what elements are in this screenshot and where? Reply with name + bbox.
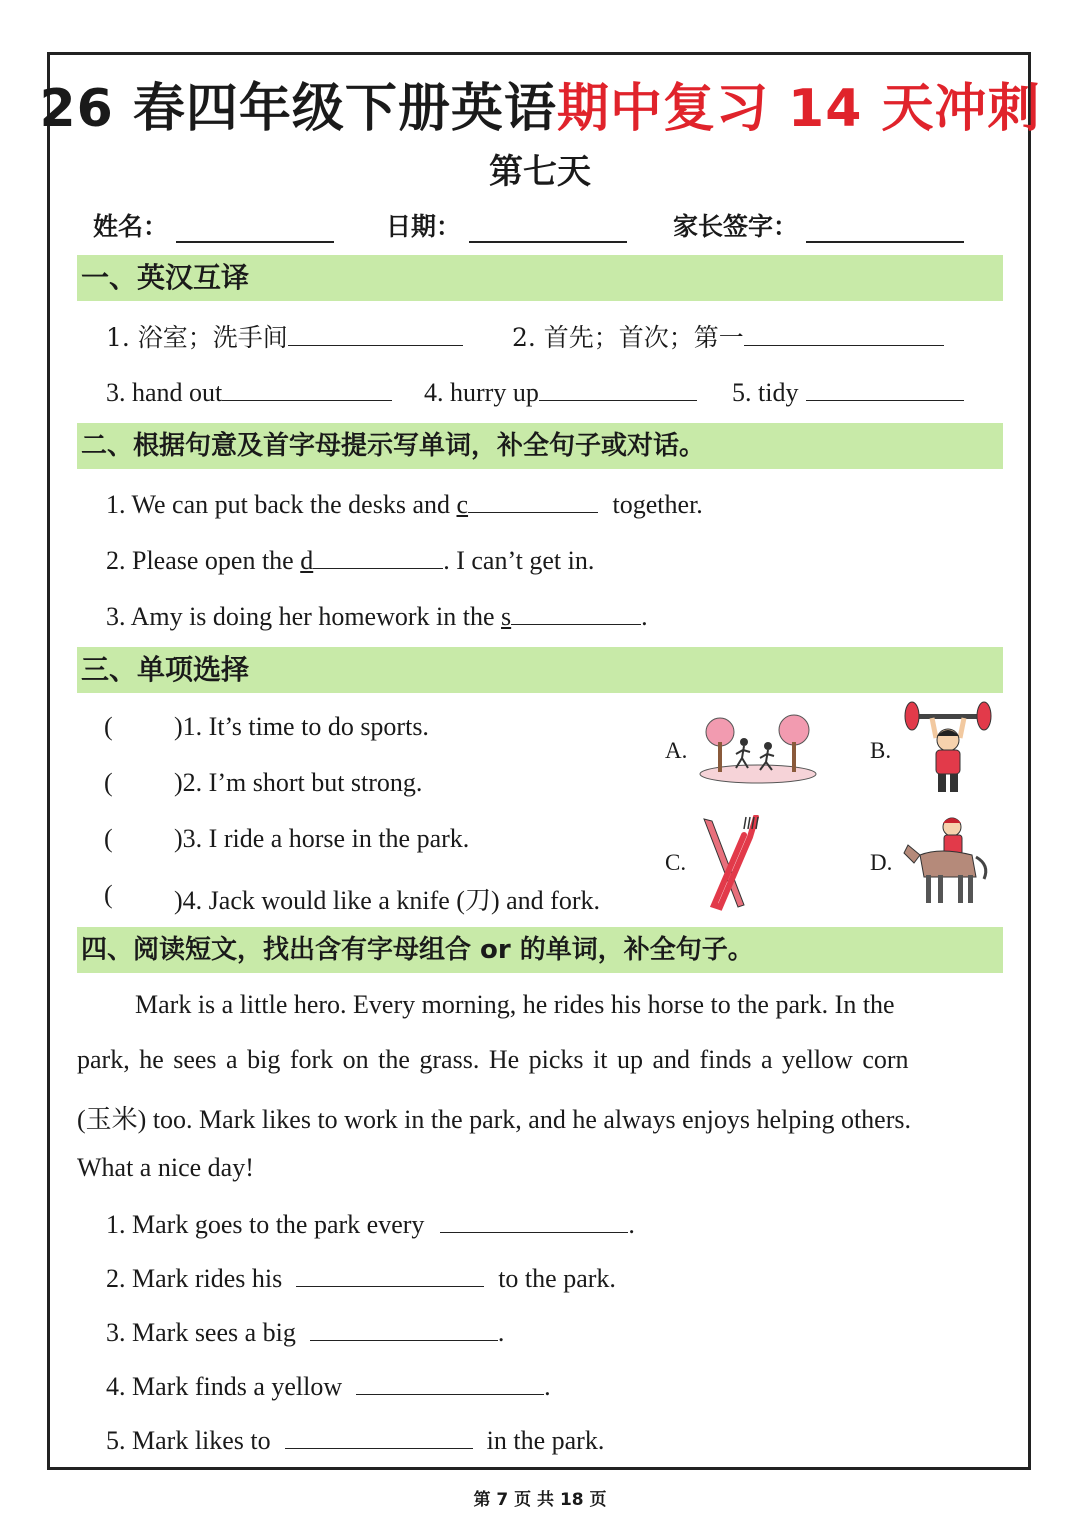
- s2-q2: 2. Please open the d . I can’t get in.: [106, 546, 595, 575]
- s4-q5: 5. Mark likes to in the park.: [106, 1426, 605, 1455]
- sign-field[interactable]: [673, 207, 964, 243]
- sign-blank[interactable]: [806, 215, 964, 243]
- answer-paren-4[interactable]: (: [104, 880, 113, 909]
- date-label: 日期：: [386, 212, 462, 241]
- s3-q3: )3. I ride a horse in the park.: [174, 824, 470, 853]
- page-number: 第 7 页 共 18 页: [473, 1490, 607, 1510]
- option-d-label: D.: [870, 850, 893, 875]
- s3-q4: )4. Jack would like a knife (刀) and fork.: [174, 886, 600, 915]
- s2-q3: 3. Amy is doing her homework in the s .: [106, 602, 648, 631]
- date-field[interactable]: [386, 207, 627, 243]
- horse-rider-icon: [900, 815, 992, 909]
- section2-header: 二、根据句意及首字母提示写单词，补全句子或对话。: [77, 423, 1003, 469]
- option-a-label: A.: [665, 738, 688, 763]
- s4-q1: 1. Mark goes to the park every .: [106, 1210, 635, 1239]
- answer-paren-3[interactable]: (: [104, 824, 113, 853]
- name-blank[interactable]: [176, 215, 334, 243]
- s1-item-2: 2. 首先；首次；第一: [512, 318, 944, 354]
- title-red: 期中复习 14 天冲刺: [556, 79, 1041, 139]
- s2-blank-2[interactable]: [313, 544, 443, 569]
- s2-blank-3[interactable]: [511, 600, 641, 625]
- s1-item-3: 3. hand out: [106, 376, 392, 408]
- s1-blank-1[interactable]: [288, 321, 463, 346]
- s2-blank-1[interactable]: [468, 488, 598, 513]
- answer-paren-1[interactable]: (: [104, 712, 113, 741]
- s1-blank-5[interactable]: [806, 376, 964, 401]
- s1-blank-3[interactable]: [222, 376, 392, 401]
- passage-line-2: park, he sees a big fork on the grass. He picks it up and finds a yellow corn: [77, 1045, 909, 1074]
- s1-blank-2[interactable]: [744, 321, 944, 346]
- answer-paren-2[interactable]: (: [104, 768, 113, 797]
- passage-line-4: What a nice day!: [77, 1153, 254, 1182]
- name-label: 姓名：: [93, 212, 169, 241]
- passage-line-1: Mark is a little hero. Every morning, he rides his horse to the park. In the: [135, 990, 895, 1019]
- s4-blank-5[interactable]: [285, 1424, 473, 1449]
- s3-q1: )1. It’s time to do sports.: [174, 712, 429, 741]
- weightlifter-icon: [902, 700, 994, 800]
- s4-blank-4[interactable]: [356, 1370, 544, 1395]
- section1-header: 一、英汉互译: [77, 255, 1003, 301]
- title-black: 26 春四年级下册英语: [39, 79, 557, 139]
- section3-header: 三、单项选择: [77, 647, 1003, 693]
- s4-blank-2[interactable]: [296, 1262, 484, 1287]
- s4-blank-3[interactable]: [310, 1316, 498, 1341]
- s4-q3: 3. Mark sees a big .: [106, 1318, 505, 1347]
- s1-item-4: 4. hurry up: [424, 376, 697, 408]
- running-park-icon: [698, 712, 818, 788]
- knife-fork-icon: [698, 815, 762, 913]
- option-c-label: C.: [665, 850, 687, 875]
- page-title: [0, 66, 1080, 141]
- s1-item-5: 5. tidy: [732, 376, 964, 408]
- s1-item-1: 1. 浴室；洗手间: [106, 318, 463, 354]
- s1-blank-4[interactable]: [539, 376, 697, 401]
- s3-q2: )2. I’m short but strong.: [174, 768, 423, 797]
- sign-label: 家长签字：: [673, 212, 799, 241]
- s2-q1: 1. We can put back the desks and c together.: [106, 490, 703, 519]
- s4-q2: 2. Mark rides his to the park.: [106, 1264, 616, 1293]
- date-blank[interactable]: [469, 215, 627, 243]
- page-subtitle: 第七天: [489, 152, 591, 192]
- option-b-label: B.: [870, 738, 892, 763]
- section4-header: 四、阅读短文，找出含有字母组合 or 的单词，补全句子。: [77, 927, 1003, 973]
- s4-blank-1[interactable]: [440, 1208, 628, 1233]
- name-field[interactable]: [93, 207, 334, 243]
- s4-q4: 4. Mark finds a yellow .: [106, 1372, 551, 1401]
- passage-line-3: (玉米) too. Mark likes to work in the park, and he always enjoys helping others.: [77, 1105, 911, 1134]
